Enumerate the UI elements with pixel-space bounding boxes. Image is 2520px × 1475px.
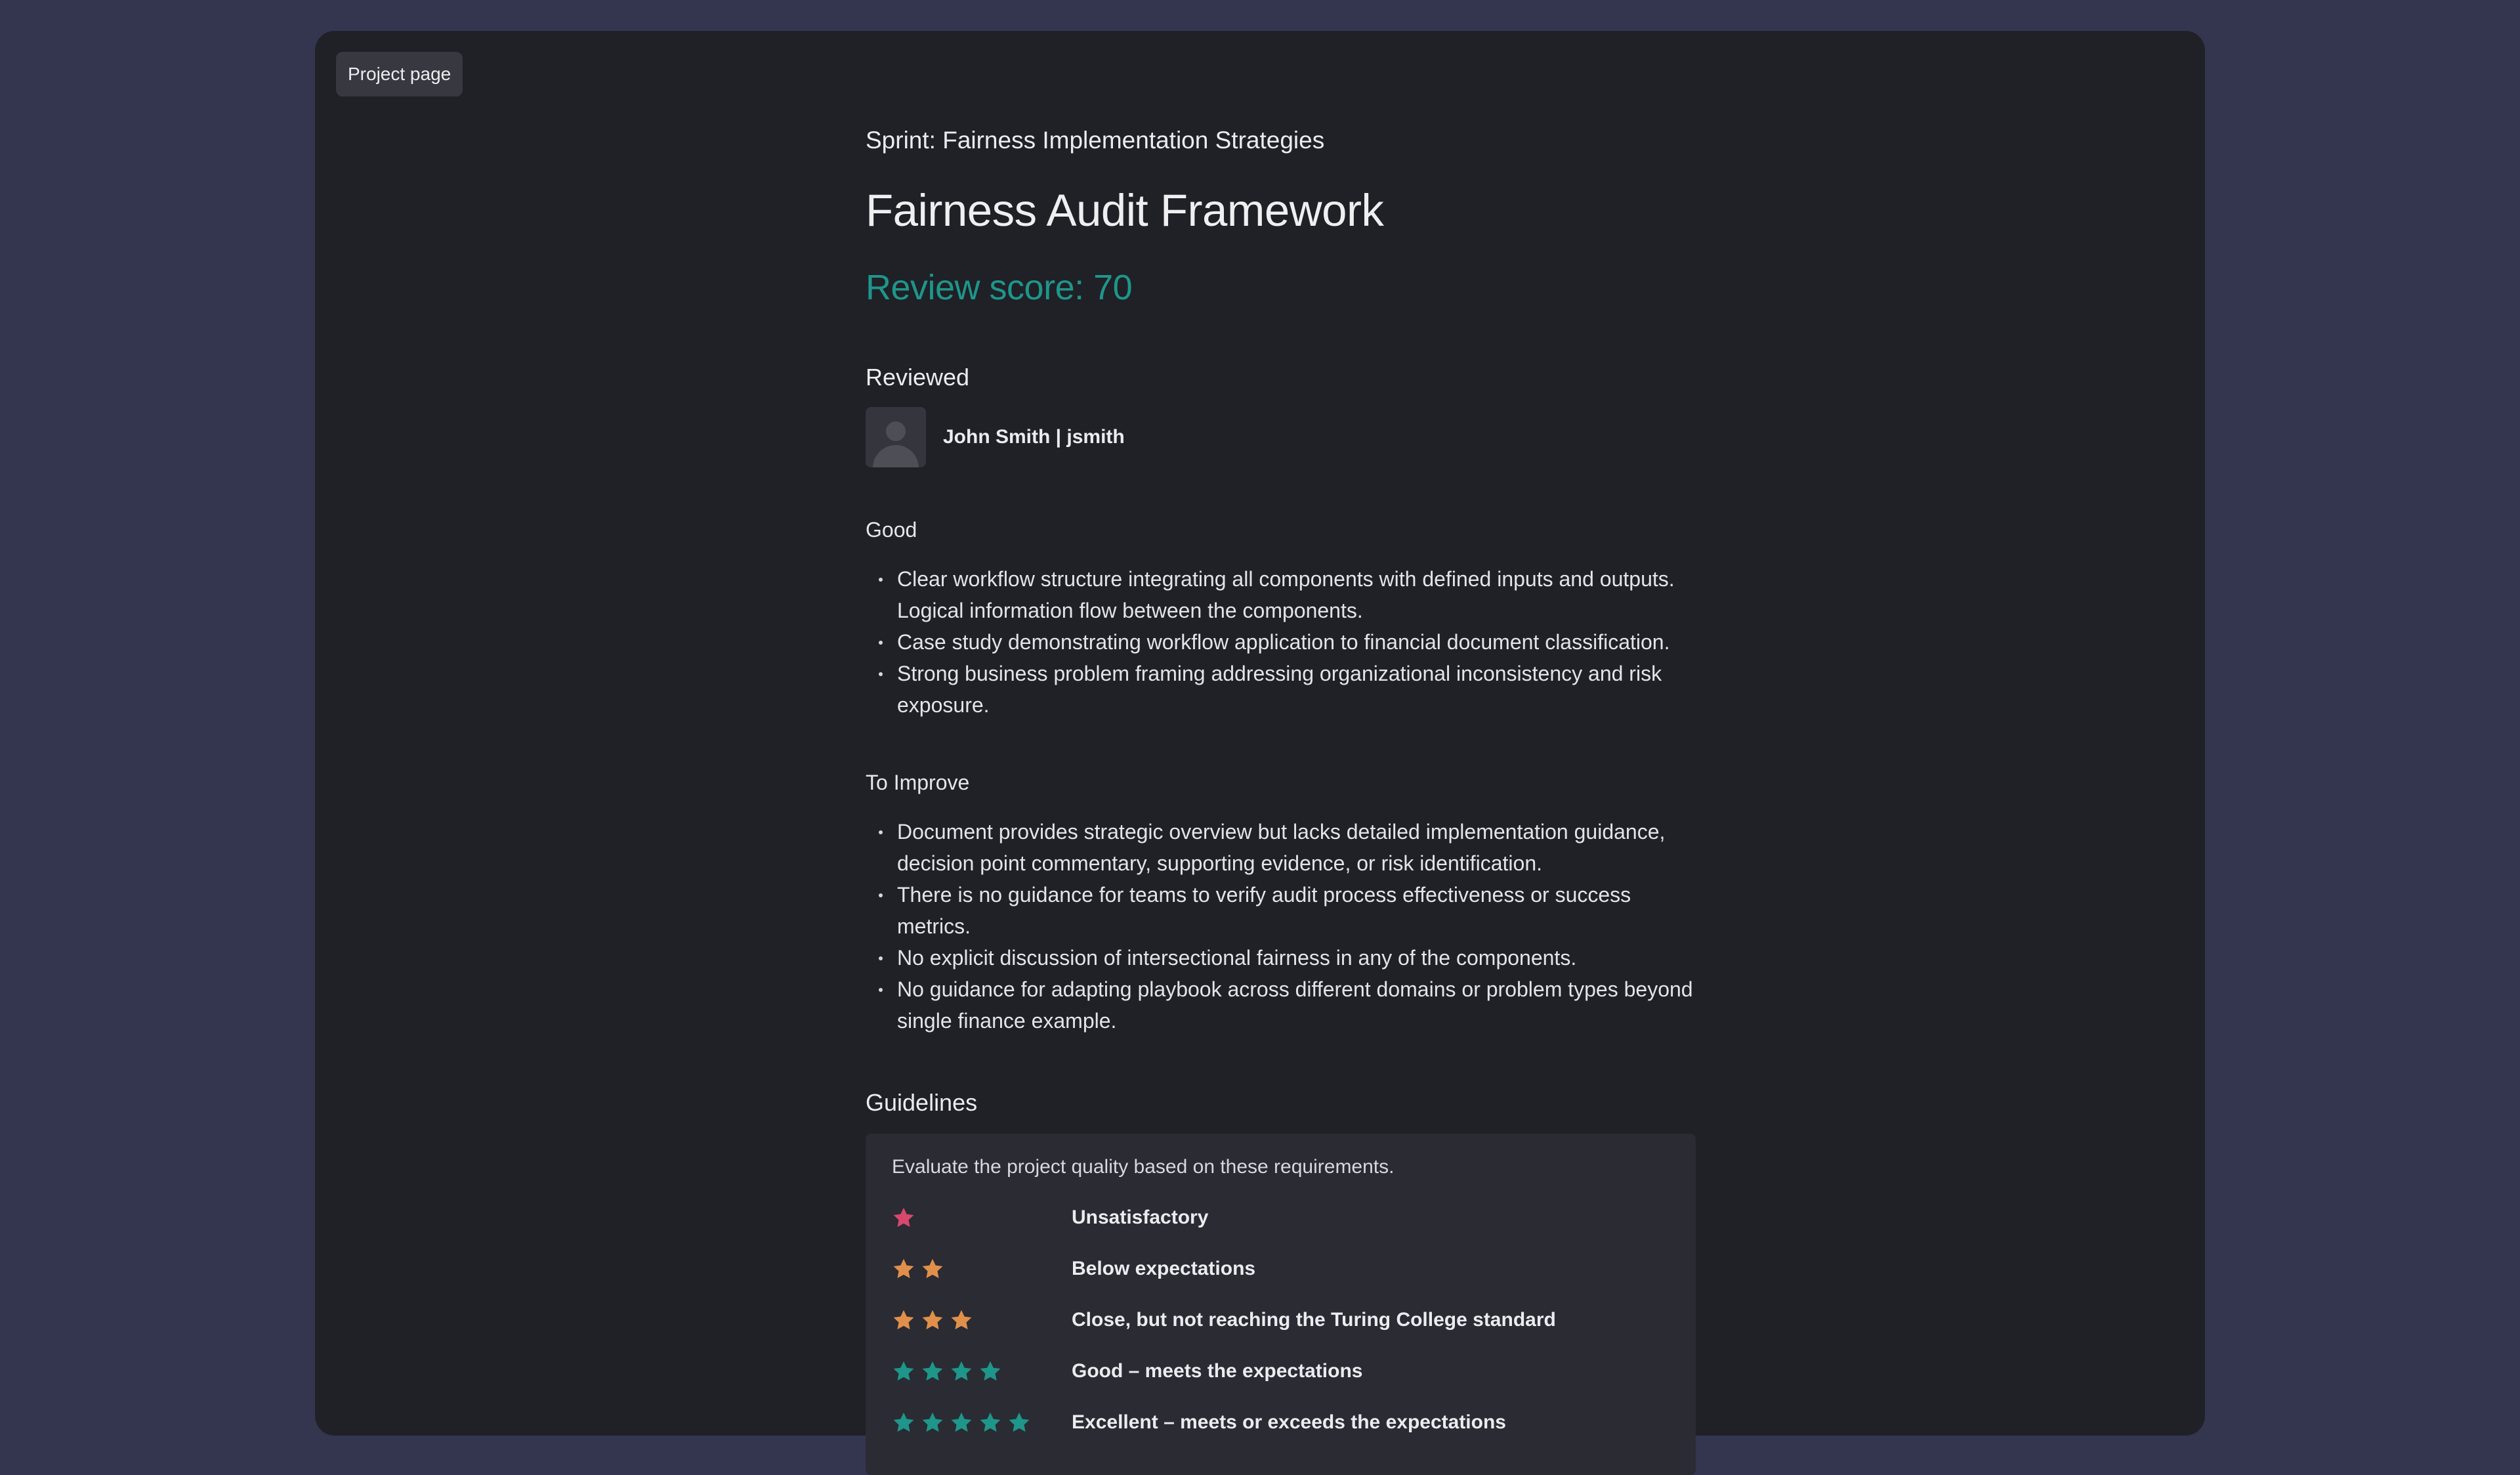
list-item: There is no guidance for teams to verify audit process effectiveness or success metrics. [866, 879, 1696, 942]
star-icon [950, 1359, 973, 1383]
list-item: Strong business problem framing addressing organizational inconsistency and risk exposure. [866, 658, 1696, 721]
star-icon [892, 1257, 915, 1281]
page-title: Fairness Audit Framework [866, 185, 1384, 236]
star-icon [892, 1206, 915, 1229]
person-head-shape [886, 421, 906, 441]
rating-row-1 [892, 1201, 1208, 1234]
guidelines-box [866, 1134, 1696, 1475]
star-rating [892, 1206, 1072, 1229]
rating-label: Good – meets the expectations [1072, 1360, 1363, 1382]
person-body-shape [873, 445, 919, 467]
star-rating [892, 1257, 1072, 1281]
star-icon [892, 1308, 915, 1332]
star-rating [892, 1308, 1072, 1332]
star-icon [921, 1257, 944, 1281]
star-rating [892, 1411, 1072, 1434]
star-icon [978, 1411, 1002, 1434]
reviewer [866, 407, 1125, 467]
rating-label: Below expectations [1072, 1258, 1256, 1279]
sprint-name: Sprint: Fairness Implementation Strategies [866, 127, 1325, 154]
star-icon [921, 1308, 944, 1332]
star-icon [1007, 1411, 1031, 1434]
rating-label: Excellent – meets or exceeds the expectations [1072, 1411, 1506, 1433]
list-item: Clear workflow structure integrating all components with defined inputs and outputs. Logical information flow between the components. [866, 563, 1696, 626]
rating-label: Unsatisfactory [1072, 1207, 1209, 1228]
good-list [866, 563, 1696, 721]
rating-label: Close, but not reaching the Turing College standard [1072, 1309, 1556, 1331]
guidelines-heading: Guidelines [866, 1089, 978, 1116]
rating-row-5 [892, 1406, 1506, 1439]
to-improve-heading: To Improve [866, 771, 970, 794]
guidelines-intro: Evaluate the project quality based on these requirements. [892, 1156, 1395, 1178]
star-icon [950, 1308, 973, 1332]
list-item: No explicit discussion of intersectional fairness in any of the components. [866, 942, 1696, 973]
star-icon [892, 1359, 915, 1383]
reviewer-name: John Smith | jsmith [943, 426, 1125, 448]
good-heading: Good [866, 518, 917, 542]
project-page-button[interactable]: Project page [336, 52, 463, 96]
list-item: No guidance for adapting playbook across different domains or problem types beyond single finance example. [866, 973, 1696, 1037]
list-item: Case study demonstrating workflow application to financial document classification. [866, 626, 1696, 658]
review-status: Reviewed [866, 364, 970, 391]
rating-row-4 [892, 1355, 1362, 1388]
star-icon [892, 1411, 915, 1434]
rating-row-3 [892, 1304, 1556, 1336]
star-icon [978, 1359, 1002, 1383]
avatar [866, 407, 926, 467]
to-improve-list [866, 816, 1696, 1037]
rating-row-2 [892, 1252, 1255, 1285]
star-rating [892, 1359, 1072, 1383]
review-panel [315, 31, 2205, 1436]
star-icon [921, 1359, 944, 1383]
star-icon [950, 1411, 973, 1434]
review-score: Review score: 70 [866, 268, 1133, 307]
list-item: Document provides strategic overview but lacks detailed implementation guidance, decision point commentary, supporting evidence, or risk identification. [866, 816, 1696, 879]
star-icon [921, 1411, 944, 1434]
